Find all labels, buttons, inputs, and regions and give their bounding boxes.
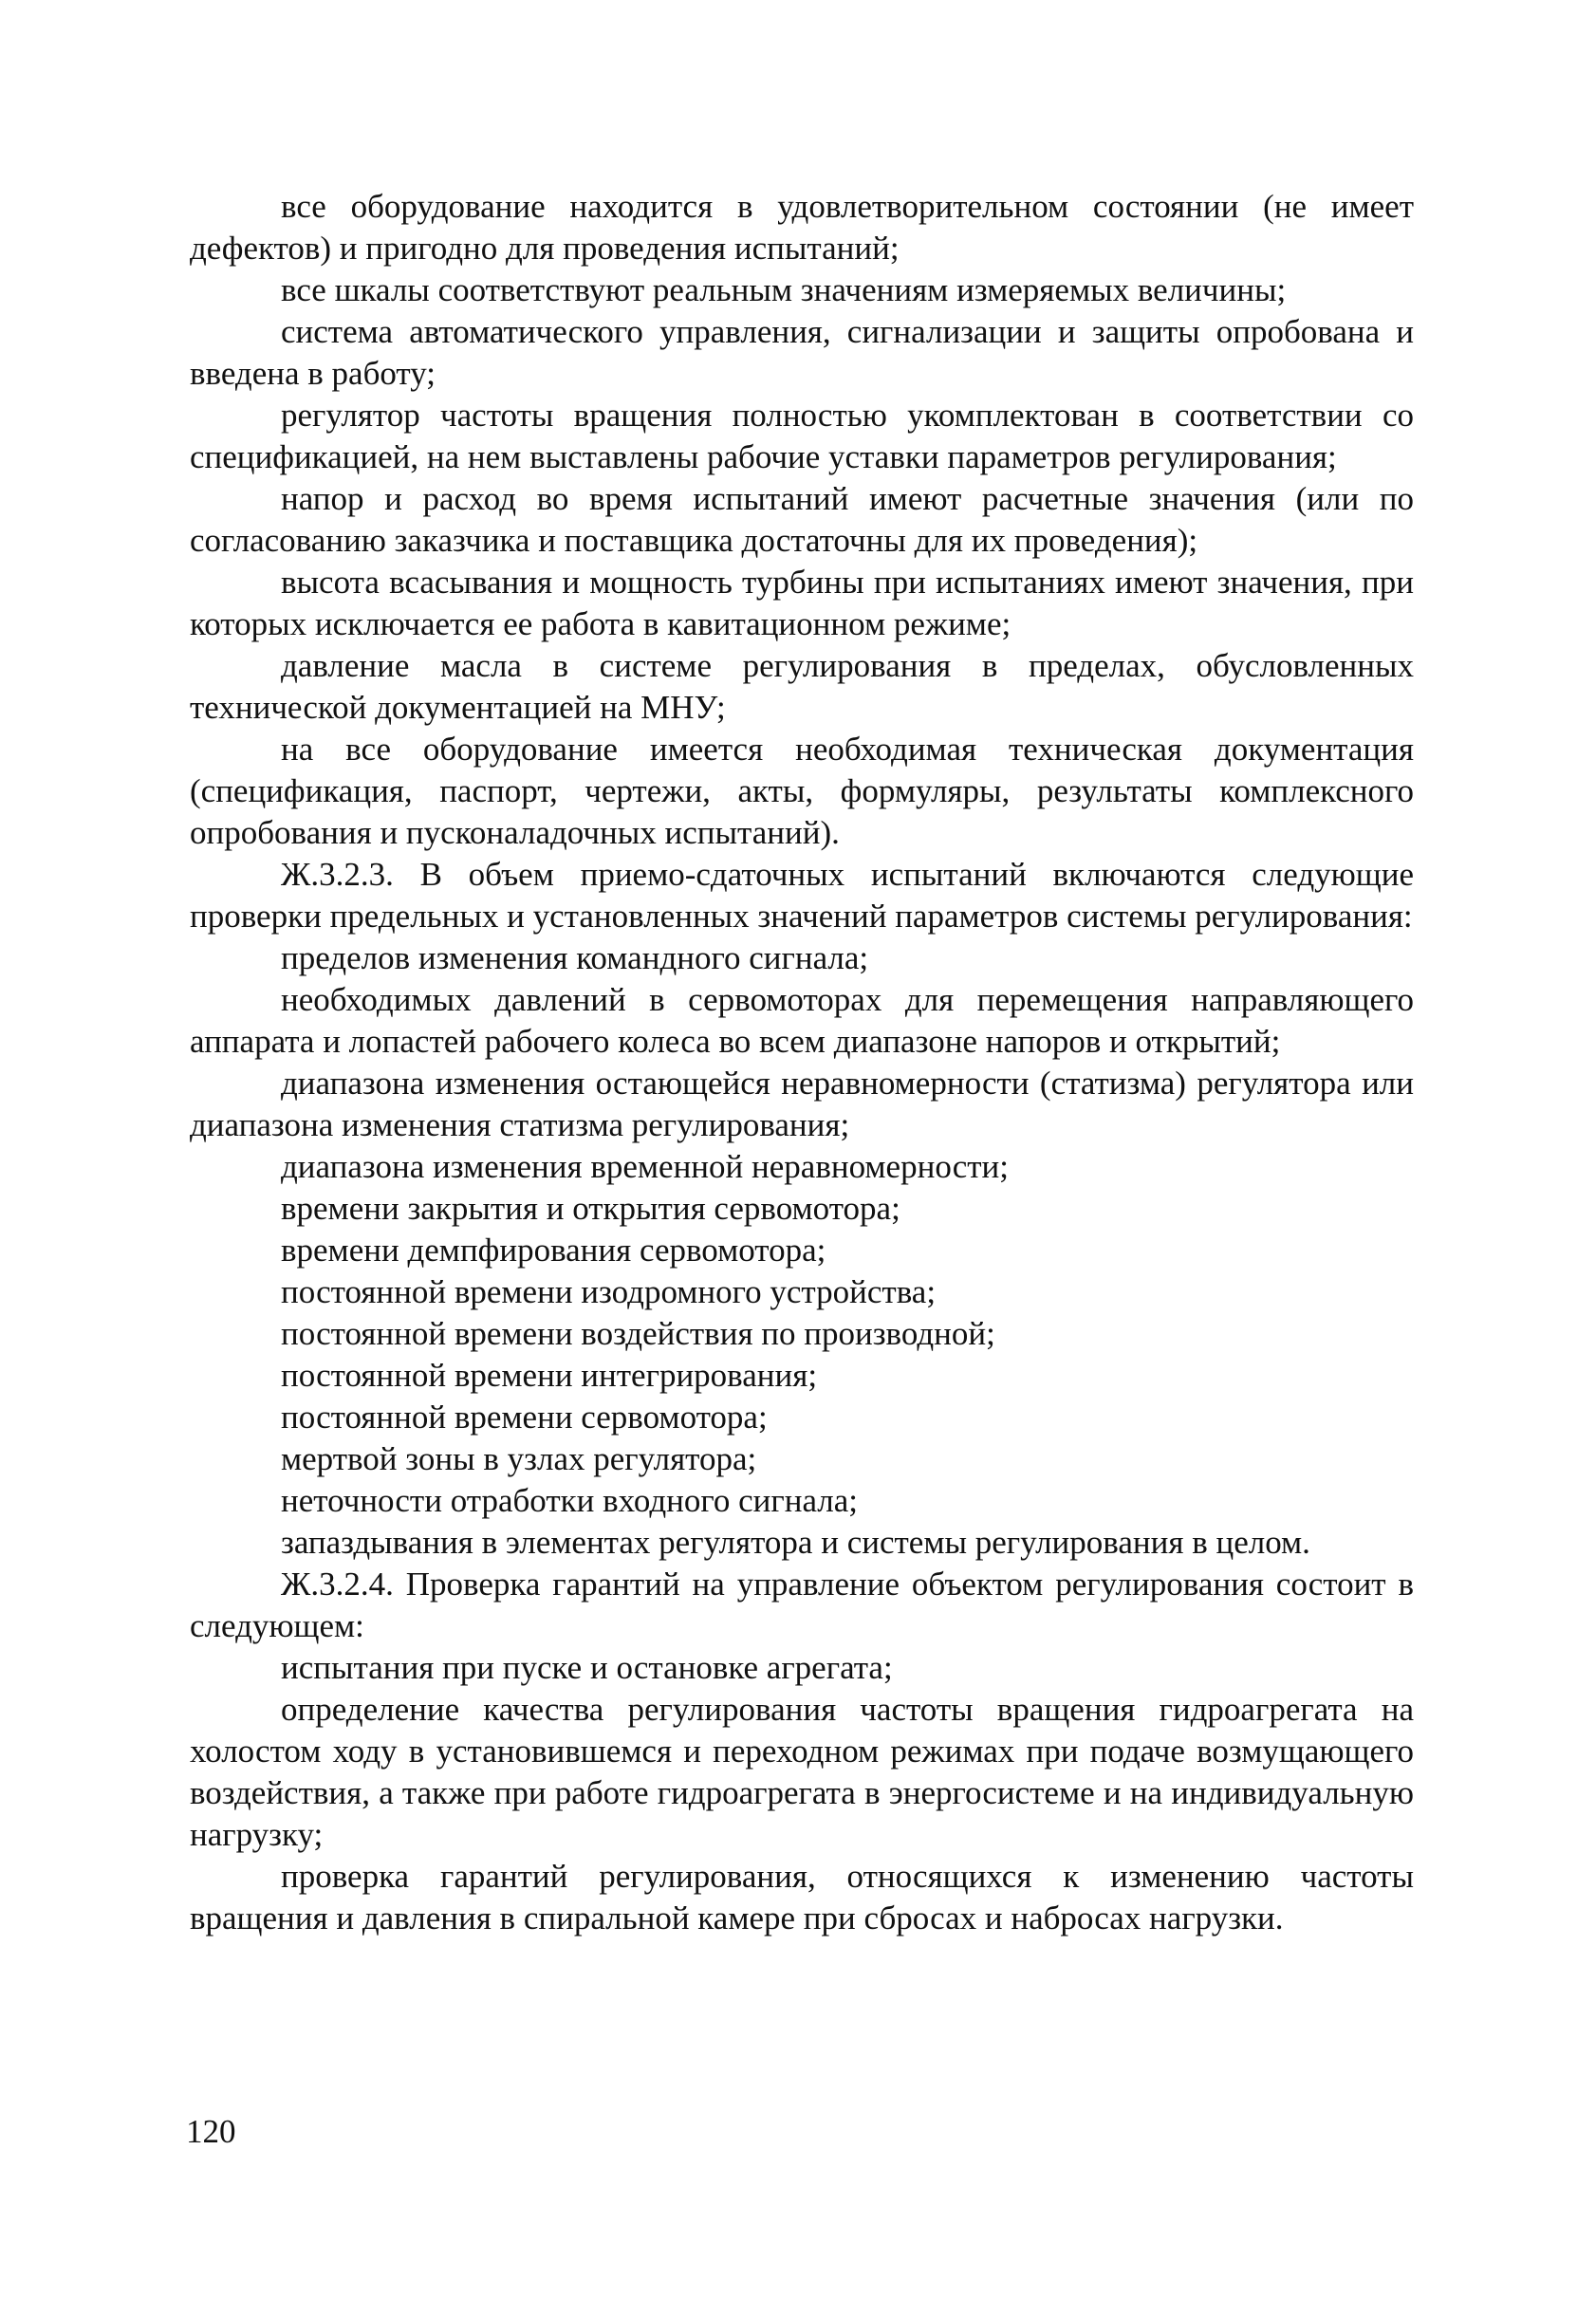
section-zh-3-2-3: Ж.3.2.3. В объем приемо-сдаточных испытаний включаются следующие проверки предельных и установленных значений параметров системы регулирования:: [190, 856, 1414, 935]
paragraph-oil-pressure: давление масла в системе регулирования в пределах, обусловленных технической документацией на МНУ;: [190, 647, 1414, 726]
list-item-servomotor-pressures: необходимых давлений в сервомоторах для перемещения направляющего аппарата и лопастей рабочего колеса во всем диапазоне напоров и открытий;: [190, 981, 1414, 1060]
paragraph-scales: все шкалы соответствуют реальным значениям измеряемых величины;: [281, 271, 1287, 308]
list-item-delay: запаздывания в элементах регулятора и системы регулирования в целом.: [281, 1524, 1310, 1561]
list-item-servo-open-close-time: времени закрытия и открытия сервомотора;: [281, 1190, 900, 1227]
list-item-input-inaccuracy: неточности отработки входного сигнала;: [281, 1482, 859, 1519]
list-item-servomotor-constant: постоянной времени сервомотора;: [281, 1399, 768, 1436]
section-zh-3-2-4: Ж.3.2.4. Проверка гарантий на управление объектом регулирования состоит в следующем:: [190, 1566, 1414, 1644]
paragraph-head-flow: напор и расход во время испытаний имеют расчетные значения (или по согласованию заказчика и поставщика достаточны для их проведения);: [190, 480, 1414, 559]
paragraph-speed-regulator: регулятор частоты вращения полностью укомплектован в соответствии со спецификацией, на нем выставлены рабочие уставки параметров регулирования;: [190, 397, 1414, 475]
paragraph-equipment-condition: все оборудование находится в удовлетворительном состоянии (не имеет дефектов) и пригодно для проведения испытаний;: [190, 188, 1414, 267]
list-item-integration-constant: постоянной времени интегрирования;: [281, 1357, 818, 1394]
list-item-servo-damping-time: времени демпфирования сервомотора;: [281, 1232, 826, 1269]
page-number: 120: [186, 2113, 236, 2150]
list-item-command-signal: пределов изменения командного сигнала;: [281, 939, 869, 976]
list-item-temporary-droop: диапазона изменения временной неравномерности;: [281, 1148, 1009, 1185]
body-text: [190, 186, 1414, 1939]
list-item-start-stop-tests: испытания при пуске и остановке агрегата;: [281, 1649, 893, 1686]
paragraph-suction-height: высота всасывания и мощность турбины при испытаниях имеют значения, при которых исключается ее работа в кавитационном режиме;: [190, 564, 1414, 642]
list-item-regulation-guarantees: проверка гарантий регулирования, относящихся к изменению частоты вращения и давления в спиральной камере при сбросах и набросах нагрузки.: [190, 1858, 1414, 1937]
paragraph-automatic-control: система автоматического управления, сигнализации и защиты опробована и введена в работу;: [190, 313, 1414, 392]
list-item-speed-regulation-quality: определение качества регулирования частоты вращения гидроагрегата на холостом ходу в установившемся и переходном режимах при подаче возмущающего воздействия, а также при работе гидроагрегата в энергосистеме и на индивидуальную нагрузку;: [190, 1691, 1414, 1853]
list-item-derivative-constant: постоянной времени воздействия по производной;: [281, 1315, 995, 1352]
list-item-dead-zone: мертвой зоны в узлах регулятора;: [281, 1440, 757, 1477]
list-item-droop-range: диапазона изменения остающейся неравномерности (статизма) регулятора или диапазона изменения статизма регулирования;: [190, 1065, 1414, 1143]
paragraph-documentation: на все оборудование имеется необходимая техническая документация (спецификация, паспорт, чертежи, акты, формуляры, результаты комплексного опробования и пусконаладочных испытаний).: [190, 731, 1414, 851]
list-item-isodromic-constant: постоянной времени изодромного устройства;: [281, 1273, 937, 1310]
